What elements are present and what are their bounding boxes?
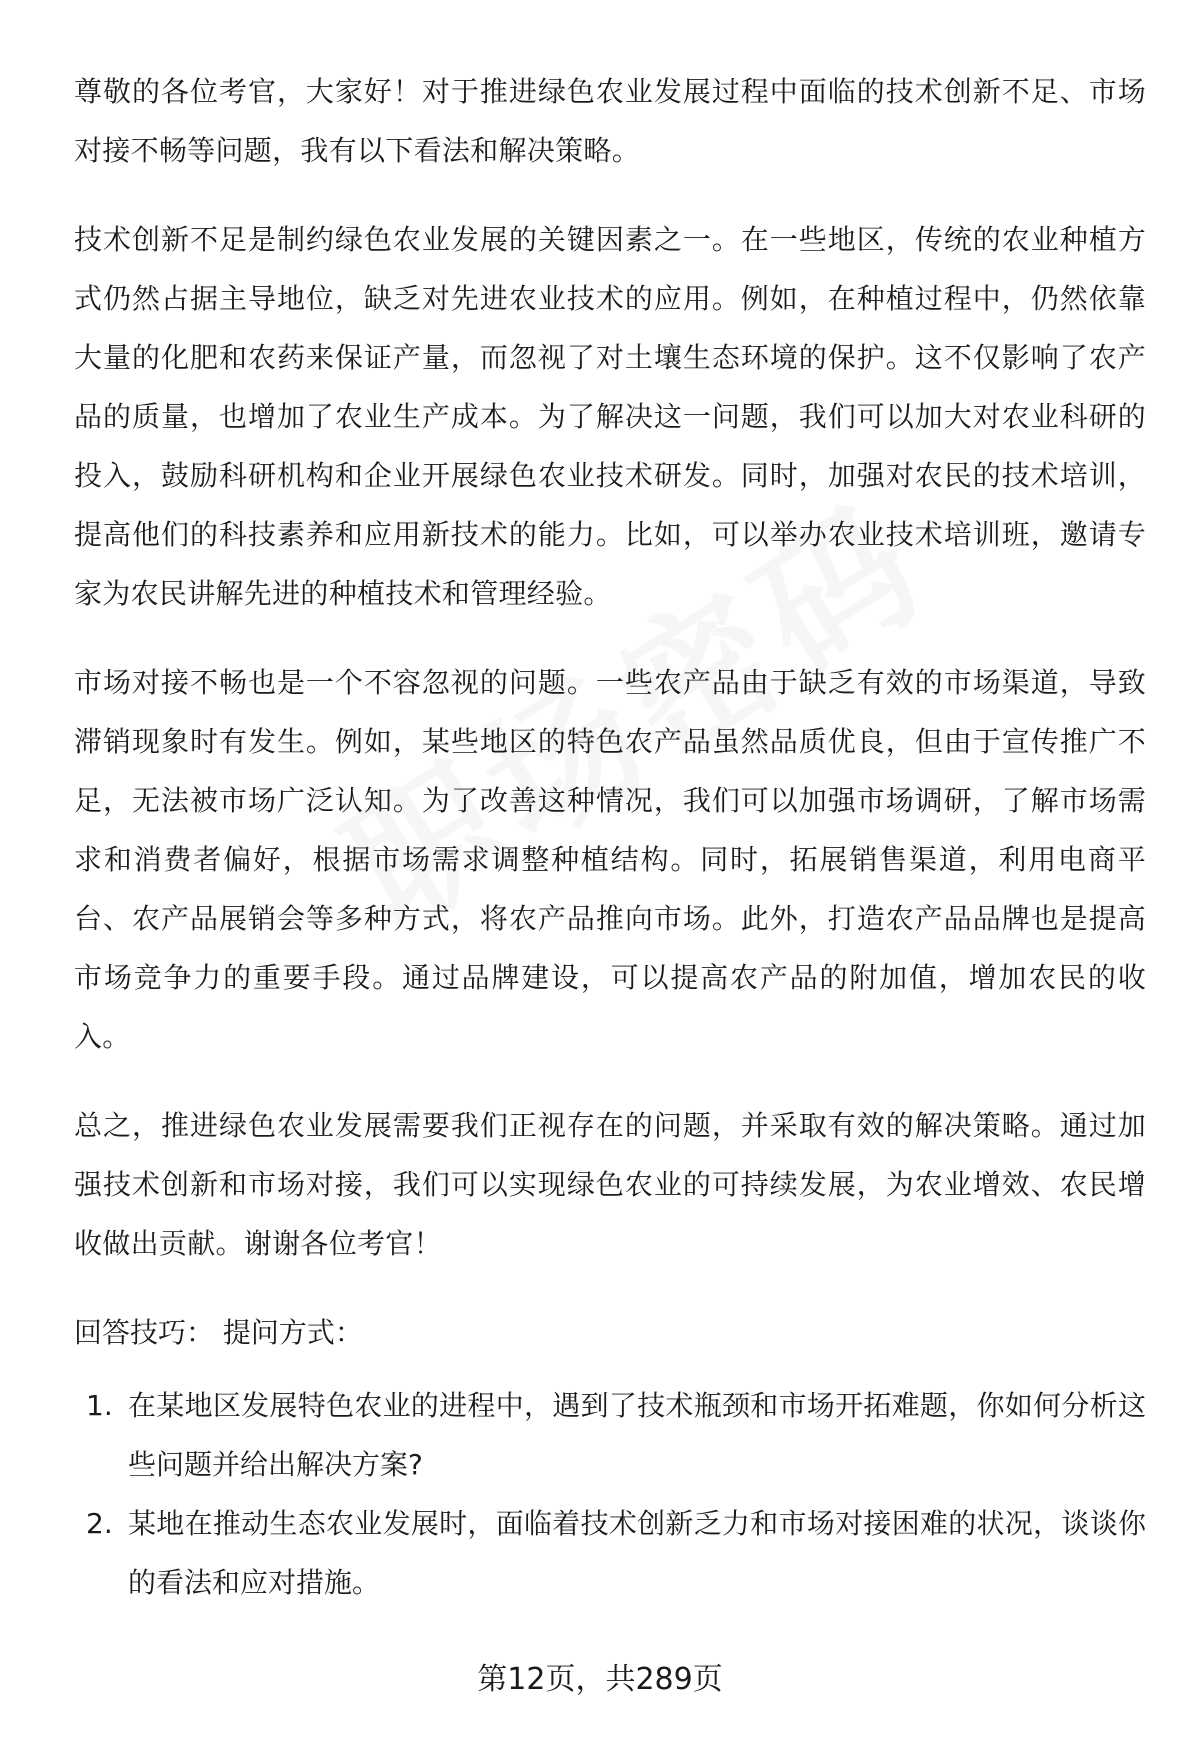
question-number: 2. (86, 1507, 113, 1540)
question-text: 在某地区发展特色农业的进程中，遇到了技术瓶颈和市场开拓难题，你如何分析这些问题并给出解决方案? (128, 1389, 1146, 1481)
document-body (74, 62, 1146, 1612)
question-list (74, 1376, 1146, 1612)
paragraph-greeting: 尊敬的各位考官，大家好！对于推进绿色农业发展过程中面临的技术创新不足、市场对接不畅等问题，我有以下看法和解决策略。 (74, 75, 1146, 167)
question-number: 1. (86, 1389, 113, 1422)
page-number-footer: 第12页，共289页 (477, 1662, 723, 1697)
question-item (74, 1494, 1146, 1612)
question-item (74, 1376, 1146, 1494)
question-text: 某地在推动生态农业发展时，面临着技术创新乏力和市场对接困难的状况，谈谈你的看法和应对措施。 (128, 1507, 1146, 1599)
paragraph-tech-innovation: 技术创新不足是制约绿色农业发展的关键因素之一。在一些地区，传统的农业种植方式仍然占据主导地位，缺乏对先进农业技术的应用。例如，在种植过程中，仍然依靠大量的化肥和农药来保证产量，而忽视了对土壤生态环境的保护。这不仅影响了农产品的质量，也增加了农业生产成本。为了解决这一问题，我们可以加大对农业科研的投入，鼓励科研机构和企业开展绿色农业技术研发。同时，加强对农民的技术培训，提高他们的科技素养和应用新技术的能力。比如，可以举办农业技术培训班，邀请专家为农民讲解先进的种植技术和管理经验。 (74, 223, 1146, 610)
tips-label: 回答技巧： 提问方式： (74, 1316, 363, 1349)
paragraph-market-docking: 市场对接不畅也是一个不容忽视的问题。一些农产品由于缺乏有效的市场渠道，导致滞销现象时有发生。例如，某些地区的特色农产品虽然品质优良，但由于宣传推广不足，无法被市场广泛认知。为了改善这种情况，我们可以加强市场调研，了解市场需求和消费者偏好，根据市场需求调整种植结构。同时，拓展销售渠道，利用电商平台、农产品展销会等多种方式，将农产品推向市场。此外，打造农产品品牌也是提高市场竞争力的重要手段。通过品牌建设，可以提高农产品的附加值，增加农民的收入。 (74, 666, 1146, 1053)
paragraph-conclusion: 总之，推进绿色农业发展需要我们正视存在的问题，并采取有效的解决策略。通过加强技术创新和市场对接，我们可以实现绿色农业的可持续发展，为农业增效、农民增收做出贡献。谢谢各位考官！ (74, 1109, 1146, 1260)
